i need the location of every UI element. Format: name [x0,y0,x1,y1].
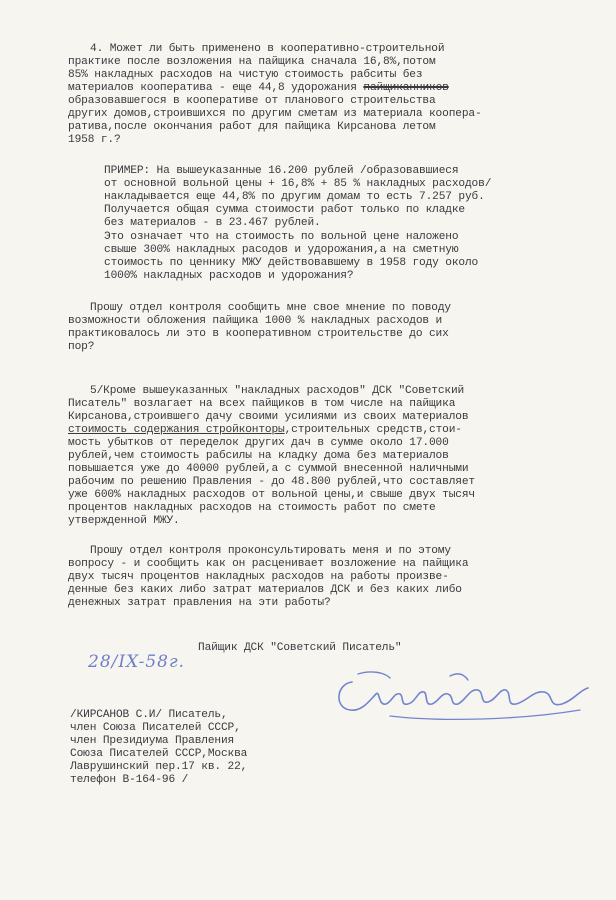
text-line: Лаврушинский пер.17 кв. 22, [70,761,248,773]
text-line: ПРИМЕР: На вышеуказанные 16.200 рублей /образовавшиеся [104,165,459,177]
text-line: 1958 г.? [68,134,121,146]
text-line [68,424,462,437]
text-line: телефон В-164-96 / [70,774,189,786]
text-line: рублей,чем стоимость рабсилы на кладку дома без материалов [68,450,449,462]
text-line: утвержденной МЖУ. [68,515,180,527]
handwritten-date: 28/IX-58г. [88,652,185,672]
text-line: мость убытков от переделок других дач в сумме около 17.000 [68,437,449,449]
text-line: денежных затрат правления на эти работы? [68,597,331,609]
text-line: Союза Писателей СССР,Москва [70,748,248,760]
text-line: Получается общая сумма стоимости работ только по кладке [104,204,465,216]
text-line: стоимость по ценнику МЖУ действовавшему в 1958 году около [104,257,479,269]
signature-icon [330,660,600,730]
text-line: Кирсанова,строившего дачу своими усилиями из своих материалов [68,411,469,423]
text-line: образовавшегося в кооперативе от планового строительства [68,95,436,107]
text-line: 1000% накладных расходов и удорожания? [104,270,354,282]
text-line: Писатель" возлагает на всех пайщиков в том числе на пайщика [68,398,456,410]
text-line: накладывается еще 44,8% по другим домам то есть 7.257 руб. [104,191,485,203]
text-line: 4. Может ли быть применено в кооперативно-строительной [90,43,445,55]
text-line: Прошу отдел контроля сообщить мне свое мнение по поводу [90,302,451,314]
underlined-phrase: стоимость содержания стройконторы [68,424,285,436]
text-line: свыше 300% накладных расодов и удорожания,а на сметную [104,244,459,256]
text-line: без материалов - в 23.467 рублей. [104,217,321,229]
text-line: возможности обложения пайщика 1000 % накладных расходов и [68,315,443,327]
text-line: практике после возложения на пайщика сначала 16,8%,потом [68,56,436,68]
text-line: повышается уже до 40000 рублей,а с суммой внесенной наличными [68,463,469,475]
text-line: денные без каких либо затрат материалов ДСК и без каких либо [68,584,462,596]
text-line: практиковалось ли это в кооперативном строительстве до сих [68,328,449,340]
text-segment: материалов кооператива - еще 44,8 удорожания [68,82,357,94]
text-line: уже 600% накладных расходов от вольной цены,и свыше двух тысяч [68,489,475,501]
text-line: член Союза Писателей СССР, [70,722,241,734]
text-line: 5/Кроме вышеуказанных "накладных расходов" ДСК "Советский [90,385,465,397]
text-line: от основной вольной цены + 16,8% + 85 % накладных расходов/ [104,178,492,190]
text-line: член Президиума Правления [70,735,235,747]
text-line: Прошу отдел контроля проконсультировать меня и по этому [90,545,451,557]
closing-line: Пайщик ДСК "Советский Писатель" [198,642,402,654]
text-segment: ,строительных средств,стои- [284,424,462,436]
text-line: 85% накладных расходов на чистую стоимость рабситы без [68,69,423,81]
text-line: процентов накладных расходов на стоимость работ по смете [68,502,436,514]
text-line: вопросу - и сообщить как он расценивает возложение на пайщика [68,558,469,570]
text-line: рабочим по решению Правления - до 48.800 рублей,что составляет [68,476,475,488]
text-line: ратива,после окончания работ для пайщика Кирсанова летом [68,121,436,133]
text-line: Это означает что на стоимость по вольной цене наложено [104,231,459,243]
text-line: /КИРСАНОВ С.И/ Писатель, [70,709,228,721]
text-line: других домов,строившихся по другим сметам из материала коопера- [68,108,482,120]
text-line: двух тысяч процентов накладных расходов на работы произве- [68,571,449,583]
struck-word: пайщиканников [363,82,449,94]
text-line [68,82,449,95]
text-line: пор? [68,341,95,353]
